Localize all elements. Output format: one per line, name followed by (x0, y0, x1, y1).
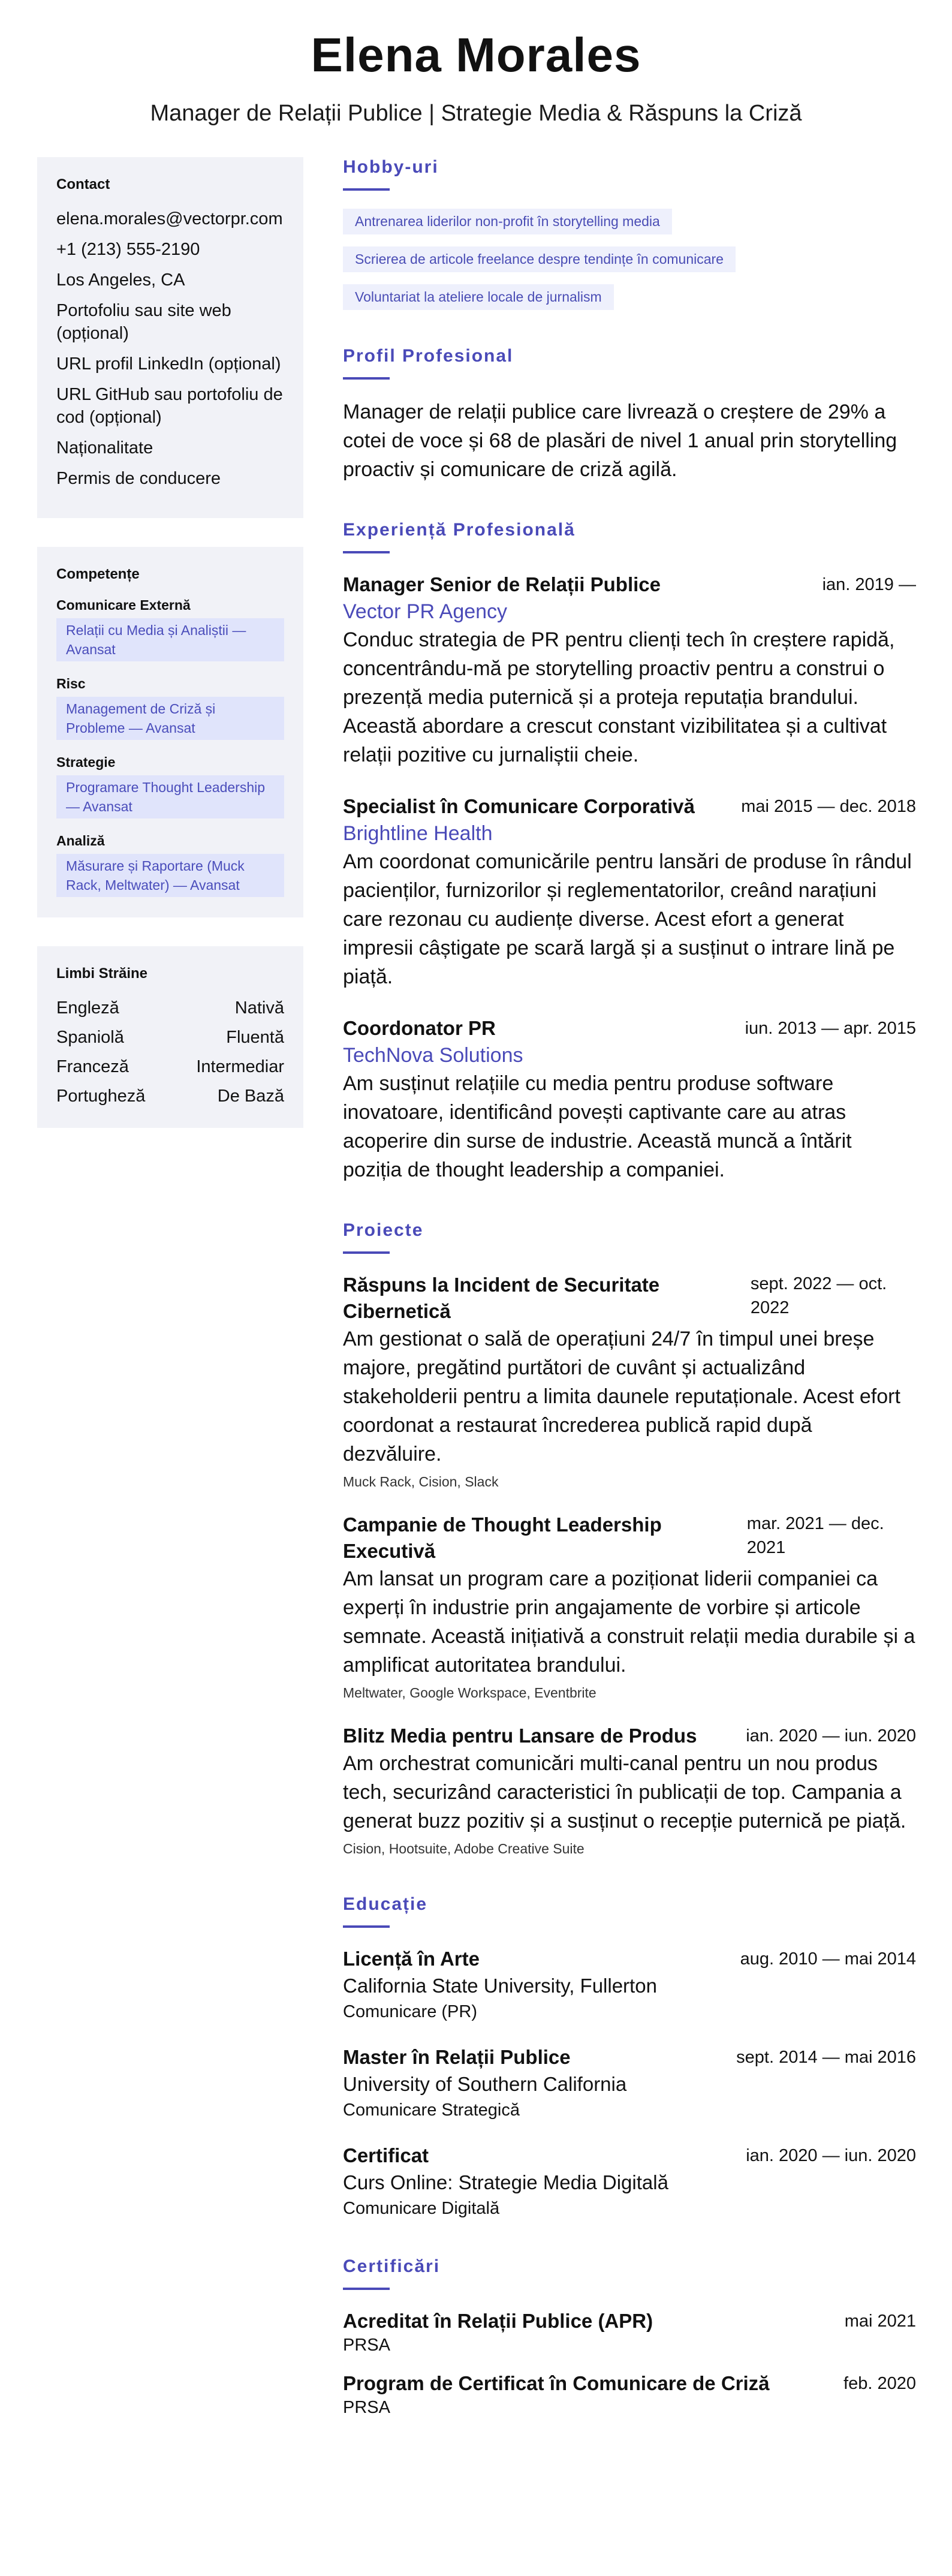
language-name: Engleză (56, 998, 119, 1018)
experience-section (343, 520, 916, 1184)
project-title: Campanie de Thought Leadership Executivă (343, 1513, 662, 1562)
degree-title: Licență în Arte (343, 1948, 480, 1970)
certification-name: Program de Certificat în Comunicare de Criză (343, 2372, 770, 2394)
section-divider (343, 551, 390, 553)
competency-group-title: Risc (56, 676, 86, 691)
degree-title: Certificat (343, 2144, 429, 2166)
certification-issuer: PRSA (343, 2398, 390, 2417)
job-company: Brightline Health (343, 822, 493, 845)
education-entry (343, 2142, 916, 2220)
profile-section (343, 346, 916, 484)
language-level: Nativă (234, 998, 284, 1018)
job-company: Vector PR Agency (343, 600, 508, 623)
project-dates: mar. 2021 — dec. 2021 (746, 1514, 884, 1557)
language-row (56, 997, 284, 1019)
project-tools: Cision, Hootsuite, Adobe Creative Suite (343, 1841, 585, 1856)
competency-group-title: Analiză (56, 833, 105, 848)
hobbies-title: Hobby-uri (343, 157, 439, 177)
competency-group (56, 754, 284, 818)
sidebar (37, 157, 303, 1157)
job-title: Coordonator PR (343, 1017, 496, 1039)
section-divider (343, 2288, 390, 2290)
project-entry (343, 1723, 916, 1858)
competency-group-title: Comunicare Externă (56, 597, 191, 613)
education-field: Comunicare Digitală (343, 2199, 500, 2218)
job-company: TechNova Solutions (343, 1044, 523, 1067)
project-entry (343, 1512, 916, 1702)
education-dates: ian. 2020 — iun. 2020 (746, 2146, 916, 2165)
project-title: Răspuns la Incident de Securitate Cibernetică (343, 1274, 660, 1322)
certifications-title: Certificări (343, 2256, 441, 2276)
project-tools: Meltwater, Google Workspace, Eventbrite (343, 1685, 596, 1701)
contact-driving-license: Permis de conducere (56, 469, 221, 488)
education-institution: Curs Online: Strategie Media Digitală (343, 2171, 668, 2193)
section-divider (343, 1925, 390, 1928)
projects-section (343, 1220, 916, 1858)
project-dates: ian. 2020 — iun. 2020 (746, 1726, 916, 1746)
competencies-title: Competențe (56, 566, 140, 582)
contact-github: URL GitHub sau portofoliu de cod (opțional) (56, 385, 283, 427)
job-description: Am susținut relațiile cu media pentru produse software inovatoare, identificând povești captivante care au atras acoperire din surse de industrie. Această muncă a întărit poziția de thought leadership a companiei. (343, 1072, 852, 1181)
language-name: Portugheză (56, 1087, 146, 1106)
hobbies-section (343, 157, 916, 310)
education-field: Comunicare (PR) (343, 2002, 477, 2021)
education-field: Comunicare Strategică (343, 2100, 520, 2120)
candidate-name: Elena Morales (311, 28, 641, 82)
hobby-tag: Scrierea de articole freelance despre tendințe în comunicare (343, 246, 736, 272)
education-dates: sept. 2014 — mai 2016 (736, 2048, 916, 2067)
language-row (56, 1055, 284, 1078)
experience-entry (343, 571, 916, 769)
job-dates: ian. 2019 — (822, 575, 916, 594)
competency-chip: Management de Criză și Probleme — Avansat (56, 697, 284, 740)
contact-location: Los Angeles, CA (56, 270, 185, 290)
section-divider (343, 188, 390, 191)
contact-nationality: Naționalitate (56, 438, 153, 458)
contact-portfolio: Portofoliu sau site web (opțional) (56, 301, 231, 343)
education-dates: aug. 2010 — mai 2014 (740, 1949, 916, 1969)
contact-linkedin: URL profil LinkedIn (opțional) (56, 354, 281, 374)
job-title: Specialist în Comunicare Corporativă (343, 795, 695, 817)
contact-email[interactable]: elena.morales@vectorpr.com (56, 209, 283, 228)
competencies-card (37, 547, 303, 917)
main-content (343, 157, 916, 2418)
resume-header (0, 0, 952, 127)
degree-title: Master în Relații Publice (343, 2046, 571, 2068)
competency-chip: Relații cu Media și Analiștii — Avansat (56, 618, 284, 661)
competency-group (56, 833, 284, 897)
education-institution: University of Southern California (343, 2073, 627, 2095)
certification-entry (343, 2370, 916, 2418)
education-entry (343, 2044, 916, 2122)
contact-phone[interactable]: +1 (213) 555-2190 (56, 240, 200, 259)
project-description: Am gestionat o sală de operațiuni 24/7 în timpul unei breșe majore, pregătind purtători de cuvânt și actualizând stakeholderii pentru a limita daunele reputaționale. Acest efort coordonat a restaurat încrederea publică rapid după dezvăluire. (343, 1328, 900, 1465)
experience-entry (343, 1015, 916, 1184)
languages-card (37, 946, 303, 1128)
hobby-tag: Antrenarea liderilor non-profit în storytelling media (343, 209, 672, 234)
language-name: Franceză (56, 1057, 129, 1076)
projects-title: Proiecte (343, 1220, 424, 1240)
language-level: Intermediar (196, 1057, 284, 1076)
certification-issuer: PRSA (343, 2336, 390, 2355)
education-entry (343, 1946, 916, 2024)
project-dates: sept. 2022 — oct. 2022 (750, 1274, 887, 1317)
job-title: Manager Senior de Relații Publice (343, 573, 661, 595)
job-dates: mai 2015 — dec. 2018 (741, 797, 916, 816)
competency-chip: Măsurare și Raportare (Muck Rack, Meltwater) — Avansat (56, 854, 284, 897)
profile-title: Profil Profesional (343, 346, 514, 366)
experience-entry (343, 793, 916, 991)
certifications-section (343, 2256, 916, 2418)
language-level: Fluentă (226, 1028, 284, 1047)
experience-title: Experiență Profesională (343, 520, 576, 540)
competency-chip: Programare Thought Leadership — Avansat (56, 775, 284, 818)
candidate-subtitle: Manager de Relații Publice | Strategie Media & Răspuns la Criză (150, 101, 802, 126)
job-dates: iun. 2013 — apr. 2015 (745, 1019, 916, 1038)
project-entry (343, 1272, 916, 1491)
language-level: De Bază (217, 1087, 284, 1106)
competency-group-title: Strategie (56, 754, 116, 770)
certification-name: Acreditat în Relații Publice (APR) (343, 2310, 653, 2332)
languages-title: Limbi Străine (56, 965, 148, 982)
project-description: Am orchestrat comunicări multi-canal pentru un nou produs tech, securizând caracteristici în publicații de top. Campania a generat buzz pozitiv și a susținut o recepție puternică pe piață. (343, 1752, 906, 1832)
language-name: Spaniolă (56, 1028, 124, 1047)
project-tools: Muck Rack, Cision, Slack (343, 1474, 499, 1489)
section-divider (343, 1251, 390, 1254)
education-title: Educație (343, 1894, 428, 1914)
contact-card (37, 157, 303, 518)
certification-entry (343, 2308, 916, 2356)
hobby-tag: Voluntariat la ateliere locale de jurnalism (343, 284, 614, 310)
job-description: Conduc strategia de PR pentru clienți tech în creștere rapidă, concentrându-mă pe storytelling proactiv pentru a construi o prezență media puternică și a proteja reputația brandului. Această abordare a crescut constant vizibilitatea și a cultivat relații pozitive cu jurnaliștii cheie. (343, 628, 895, 766)
language-row (56, 1085, 284, 1108)
contact-title: Contact (56, 176, 110, 192)
education-section (343, 1894, 916, 2220)
competency-group (56, 597, 284, 661)
section-divider (343, 377, 390, 380)
education-institution: California State University, Fullerton (343, 1975, 657, 1997)
certification-date: mai 2021 (844, 2312, 916, 2331)
job-description: Am coordonat comunicările pentru lansări de produse în rândul pacienților, furnizorilor și reglementatorilor, creând narațiuni care rezonau cu audiențe diverse. Acest efort a generat impresii câștigate pe scară largă și a susținut o intrare lină pe piață. (343, 850, 912, 988)
language-row (56, 1026, 284, 1049)
competency-group (56, 676, 284, 740)
project-title: Blitz Media pentru Lansare de Produs (343, 1725, 697, 1747)
certification-date: feb. 2020 (843, 2374, 916, 2393)
project-description: Am lansat un program care a poziționat liderii companiei ca experți în industrie prin angajamente de vorbire și articole semnate. Această inițiativă a construit relații media durabile și a amplificat autoritatea brandului. (343, 1567, 915, 1677)
profile-summary: Manager de relații publice care livrează o creștere de 29% a cotei de voce și 68 de plasări de nivel 1 anual prin storytelling proactiv și comunicare de criză agilă. (343, 401, 897, 481)
